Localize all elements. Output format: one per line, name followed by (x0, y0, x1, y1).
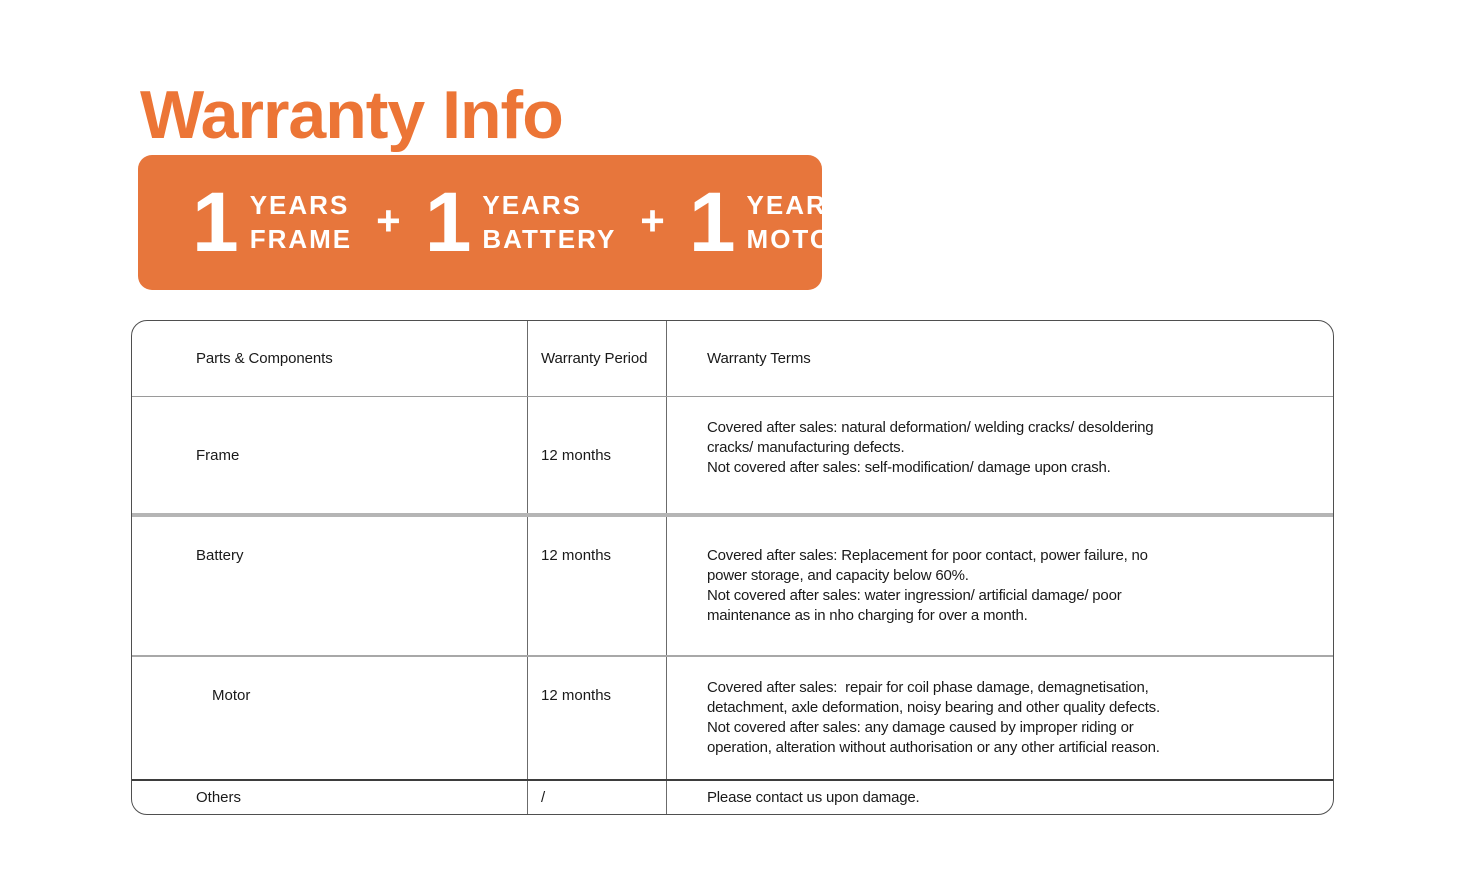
motor-terms-line: Not covered after sales: any damage caused by improper riding or (707, 719, 1134, 736)
battery-terms-line: power storage, and capacity below 60%. (707, 567, 969, 584)
battery-period-value: 12 months (528, 517, 667, 655)
others-period-value: / (528, 781, 667, 814)
banner-battery-part: BATTERY (482, 224, 617, 255)
warranty-table (131, 320, 1334, 815)
motor-terms-line: detachment, axle deformation, noisy bearing and other quality defects. (707, 699, 1160, 716)
banner-motor-label (747, 188, 853, 257)
frame-part-label: Frame (132, 397, 528, 513)
battery-terms-line: maintenance as in nho charging for over a month. (707, 607, 1028, 624)
table-header-row (132, 321, 1333, 397)
warranty-banner (138, 155, 853, 290)
banner-item-motor (688, 174, 853, 269)
banner-battery-unit: YEARS (482, 190, 582, 221)
banner-frame-unit: YEARS (249, 190, 350, 221)
header-parts-components: Parts & Components (132, 321, 528, 396)
frame-terms-line: Not covered after sales: self-modification/ damage upon crash. (707, 459, 1111, 476)
frame-period-value: 12 months (528, 397, 667, 513)
motor-period-value: 12 months (528, 657, 667, 779)
motor-part-label: Motor (132, 657, 528, 779)
others-terms (667, 781, 1333, 814)
banner-item-frame (192, 174, 353, 269)
plus-separator-icon: + (376, 196, 401, 244)
motor-terms-line: operation, alteration without authorisation or any other artificial reason. (707, 739, 1160, 756)
page-title: Warranty Info (140, 76, 563, 153)
plus-separator-icon: + (640, 196, 665, 244)
table-row-others (132, 781, 1333, 814)
banner-frame-part: FRAME (249, 224, 353, 255)
table-row-battery (132, 517, 1333, 657)
header-warranty-terms-label: Warranty Terms (707, 350, 811, 367)
banner-motor-years-number: 1 (688, 174, 736, 269)
banner-frame-label (250, 188, 352, 257)
frame-terms-line: cracks/ manufacturing defects. (707, 439, 905, 456)
header-warranty-period: Warranty Period (528, 321, 667, 396)
table-row-frame (132, 397, 1333, 517)
table-row-motor (132, 657, 1333, 781)
banner-motor-unit: YEARS (746, 190, 847, 221)
banner-motor-part: MOTOR (746, 224, 853, 255)
banner-item-battery (424, 174, 617, 269)
banner-battery-label (482, 188, 616, 257)
header-warranty-terms (667, 321, 1333, 396)
others-terms-line: Please contact us upon damage. (707, 788, 920, 806)
battery-terms-line: Not covered after sales: water ingression/ artificial damage/ poor (707, 587, 1122, 604)
others-part-label: Others (132, 781, 528, 814)
frame-terms (667, 397, 1333, 513)
banner-battery-years-number: 1 (424, 174, 472, 269)
battery-part-label: Battery (132, 517, 528, 655)
battery-terms (667, 517, 1333, 655)
frame-terms-line: Covered after sales: natural deformation/ welding cracks/ desoldering (707, 419, 1154, 436)
motor-terms (667, 657, 1333, 779)
banner-frame-years-number: 1 (192, 174, 239, 269)
motor-terms-line: Covered after sales: repair for coil phase damage, demagnetisation, (707, 679, 1149, 696)
battery-terms-line: Covered after sales: Replacement for poor contact, power failure, no (707, 547, 1148, 564)
